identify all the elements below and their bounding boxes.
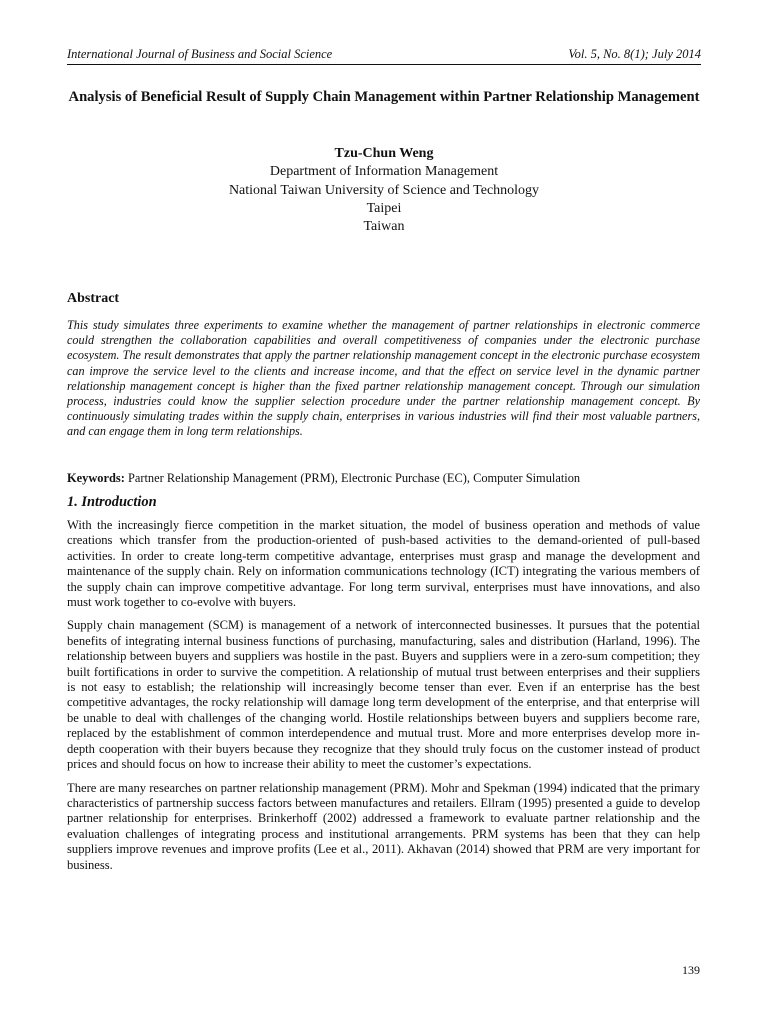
paragraph: With the increasingly fierce competition in the market situation, the model of business operation and methods of value creations which transfer from the production-oriented of push-based activities to the demand-oriented of pull-based activities. In order to create long-term competitive advantage, enterprises must grasp and manage the development and maintenance of the supply chain. Rely on information communications technology (ICT) integrating the various members of the supply chain can improve competitive advantage. For long term survival, enterprises must have innovations, and also must work together to co-evolve with buyers. bbox=[67, 518, 700, 610]
author-name: Tzu-Chun Weng bbox=[334, 146, 434, 161]
abstract-text: This study simulates three experiments to examine whether the management of partner relationships in electronic commerce could strengthen the collaboration capabilities and overall competitiveness of companies under the electronic purchase ecosystem. The result demonstrates that apply the partner relationship management concept in the electronic purchase ecosystem can improve the service level to the clients and increase income, and that the effect on service level in the dynamic partner relationship management concept is higher than the fixed partner relationship management concept. Through our simulation process, industries could know the supplier selection procedure under the partner relationship management concept. By continuously simulating trades within the supply chain, enterprises in various industries will find their most valuable partners, and can engage them in long term relationships. bbox=[67, 318, 700, 439]
keywords bbox=[67, 470, 700, 486]
journal-name: International Journal of Business and Social Science bbox=[67, 47, 333, 61]
paper-title: Analysis of Beneficial Result of Supply Chain Management within Partner Relationship Management bbox=[68, 89, 700, 105]
introduction-heading: 1. Introduction bbox=[67, 494, 157, 510]
author-block bbox=[67, 145, 701, 236]
paragraph: There are many researches on partner relationship management (PRM). Mohr and Spekman (1994) indicated that the primary characteristics of partnership success factors between manufactures and retailers. Ellram (1995) presented a guide to develop partner relationship for enterprises. Brinkerhoff (2002) addressed a framework to evaluate partner relationship and the evaluation challenges of integrating process and institutional arrangements. PRM systems has been that they can help suppliers improve revenues and improve profits (Lee et al., 2011). Akhavan (2014) showed that PRM are very important for business. bbox=[67, 780, 700, 872]
abstract-heading: Abstract bbox=[67, 291, 120, 306]
keywords-label: Keywords: bbox=[67, 471, 125, 485]
page-number: 139 bbox=[682, 963, 700, 977]
introduction-body bbox=[67, 518, 700, 881]
keywords-text: Partner Relationship Management (PRM), Electronic Purchase (EC), Computer Simulation bbox=[127, 471, 581, 485]
volume-info: Vol. 5, No. 8(1); July 2014 bbox=[568, 47, 701, 61]
paragraph: Supply chain management (SCM) is management of a network of interconnected businesses. It pursues that the potential benefits of integrating internal business functions of purchasing, manufacturing, sales and distribution (Harland, 1996). The relationship between buyers and suppliers was hostile in the past. Buyers and suppliers were in a zero-sum competition; they built fortifications in order to survive the competition. A relationship of mutual trust between enterprises and their suppliers is not easy to establish; the relationship will increasingly become tenser than ever. Even if an enterprise has the best competitive advantages, the rocky relationship will damage long term development of the enterprise, and that enterprise will be unable to deal with challenges of the changing world. Hostile relationships between buyers and suppliers become rare, replaced by the establishment of common interdependence and mutual trust. More and more enterprises develop more in-depth cooperation with their buyers because they recognize that they should truly focus on the customer instead of product prices and should focus on how to increase their ability to meet the customer’s expectations. bbox=[67, 618, 700, 772]
author-city: Taipei bbox=[366, 200, 402, 216]
author-country: Taiwan bbox=[363, 219, 405, 235]
author-university: National Taiwan University of Science and Technology bbox=[228, 182, 540, 198]
author-department: Department of Information Management bbox=[269, 164, 499, 180]
running-header bbox=[67, 47, 701, 65]
